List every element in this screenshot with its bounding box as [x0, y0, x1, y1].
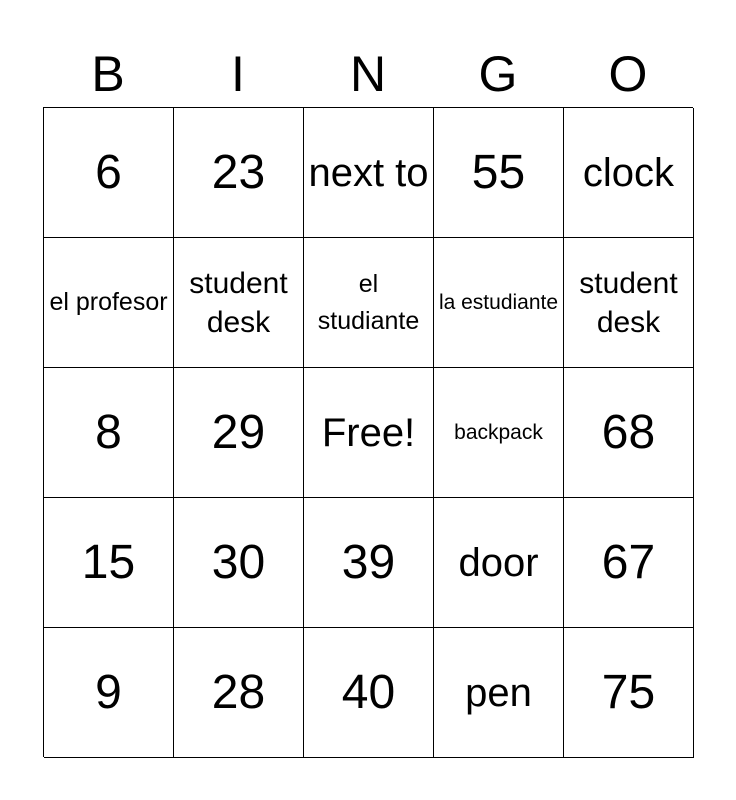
bingo-cell[interactable]: student desk — [564, 238, 694, 368]
bingo-cell[interactable]: 29 — [174, 368, 304, 498]
bingo-cell[interactable]: 6 — [44, 108, 174, 238]
bingo-cell[interactable]: pen — [434, 628, 564, 758]
bingo-cell[interactable]: 39 — [304, 498, 434, 628]
bingo-cell[interactable]: 67 — [564, 498, 694, 628]
bingo-cell[interactable]: 8 — [44, 368, 174, 498]
bingo-cell[interactable]: 15 — [44, 498, 174, 628]
bingo-cell[interactable]: student desk — [174, 238, 304, 368]
bingo-cell[interactable]: 9 — [44, 628, 174, 758]
header-letter-n: N — [349, 46, 387, 102]
bingo-cell[interactable]: 30 — [174, 498, 304, 628]
header-letter-b: B — [91, 46, 125, 102]
bingo-cell[interactable]: 68 — [564, 368, 694, 498]
bingo-cell[interactable]: 40 — [304, 628, 434, 758]
bingo-cell[interactable]: 23 — [174, 108, 304, 238]
header-letter-i: I — [231, 46, 245, 102]
bingo-cell[interactable]: 55 — [434, 108, 564, 238]
header-letter-g: G — [478, 46, 518, 102]
bingo-header — [43, 44, 693, 104]
bingo-cell[interactable]: backpack — [434, 368, 564, 498]
header-letter-o: O — [608, 46, 648, 102]
bingo-grid — [43, 107, 693, 757]
bingo-cell[interactable]: el profesor — [44, 238, 174, 368]
free-space-cell[interactable]: Free! — [304, 368, 434, 498]
bingo-cell[interactable]: clock — [564, 108, 694, 238]
bingo-cell[interactable]: next to — [304, 108, 434, 238]
bingo-cell[interactable]: door — [434, 498, 564, 628]
bingo-cell[interactable]: la estudiante — [434, 238, 564, 368]
bingo-cell[interactable]: 75 — [564, 628, 694, 758]
bingo-cell[interactable]: el studiante — [304, 238, 434, 368]
bingo-cell[interactable]: 28 — [174, 628, 304, 758]
